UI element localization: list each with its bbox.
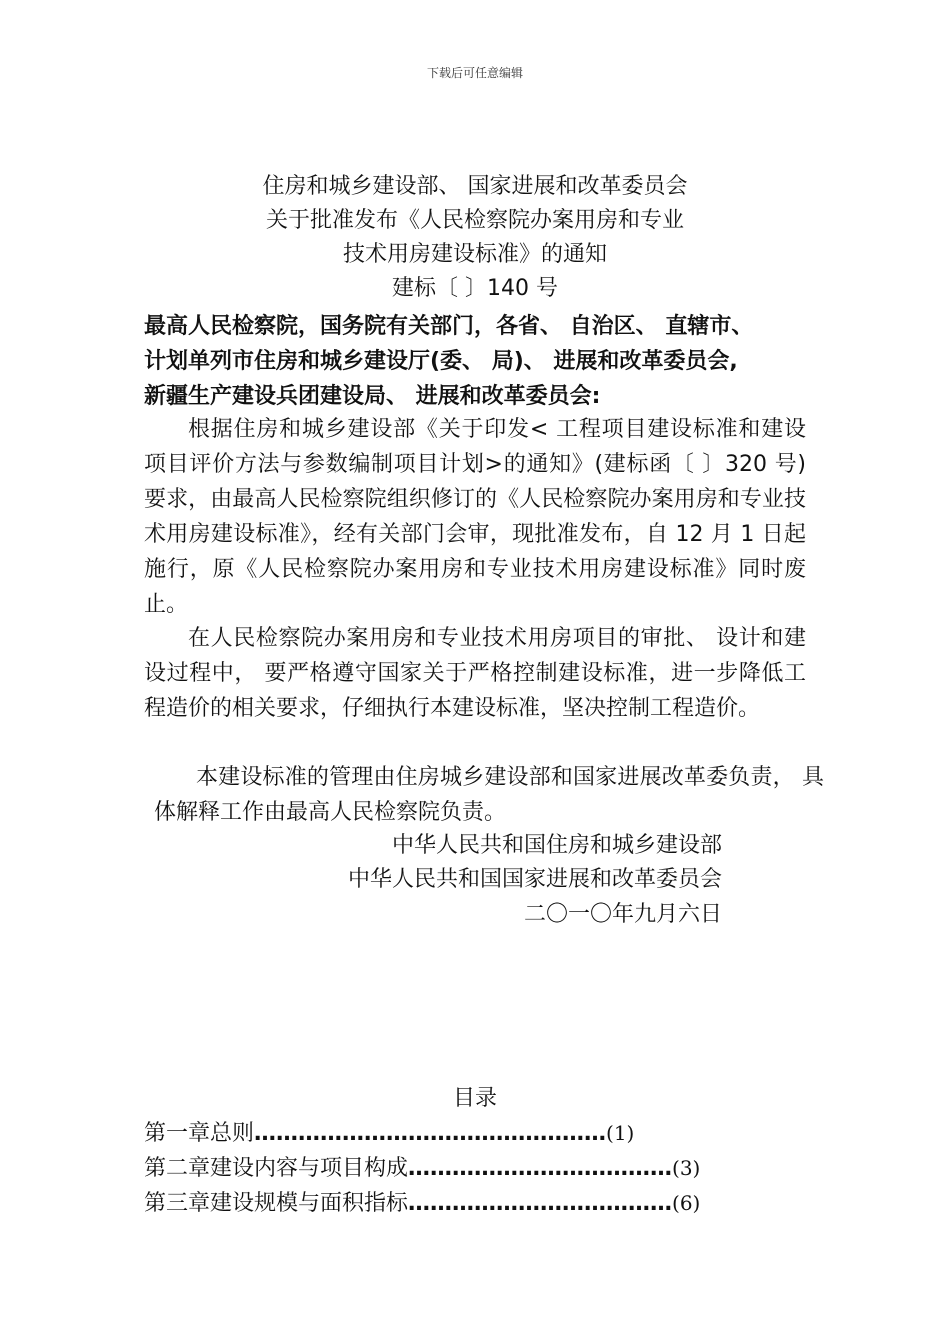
toc-item-label: 第二章建设内容与项目构成 bbox=[144, 1156, 409, 1181]
toc-item-label: 第三章建设规模与面积指标 bbox=[144, 1191, 409, 1216]
toc-item-page: (6) bbox=[672, 1191, 701, 1215]
signature-org-1: 中华人民共和国住房和城乡建设部 bbox=[391, 833, 722, 858]
paragraph-2: 在人民检察院办案用房和专业技术用房项目的审批、 设计和建设过程中， 要严格遵守国家关于严格控制建设标准，进一步降低工程造价的相关要求，仔细执行本建设标准，坚决控制工程造价。 bbox=[144, 626, 806, 721]
recipients-line-1: 最高人民检察院，国务院有关部门，各省、 自治区、 直辖市、 bbox=[144, 314, 754, 339]
signature-date: 二〇一〇年九月六日 bbox=[523, 902, 722, 927]
title-line-2: 关于批准发布《人民检察院办案用房和专业 bbox=[265, 208, 684, 233]
toc-item-page: (3) bbox=[672, 1156, 701, 1180]
toc-item-page: (1) bbox=[606, 1121, 635, 1145]
recipients bbox=[144, 309, 824, 414]
paragraph-3: 本建设标准的管理由住房城乡建设部和国家进展改革委负责， 具体解释工作由最高人民检察院负责。 bbox=[154, 765, 824, 825]
title-line-3: 技术用房建设标准》的通知 bbox=[342, 242, 607, 267]
paragraph-1: 根据住房和城乡建设部《关于印发< 工程项目建设标准和建设项目评价方法与参数编制项目计划>的通知》(建标函〔 〕320 号)要求，由最高人民检察院组织修订的《人民检察院办案用房和专业技术用房建设标准》，经有关部门会审，现批准发布，自 12 月 1 日起施行，原《人民检察院办案用房和专业技术用房建设标准》同时废止。 bbox=[144, 417, 806, 617]
document-number: 建标〔 〕140 号 bbox=[392, 276, 558, 301]
toc-item-leader: ……………………………… bbox=[408, 1156, 673, 1181]
toc-item-chapter-3[interactable] bbox=[144, 1186, 764, 1221]
toc-title: 目录 bbox=[452, 1086, 497, 1111]
signature-org-2: 中华人民共和国国家进展和改革委员会 bbox=[347, 867, 722, 892]
toc-item-chapter-2[interactable] bbox=[144, 1151, 764, 1186]
table-of-contents bbox=[144, 1116, 764, 1221]
title-line-1: 住房和城乡建设部、 国家进展和改革委员会 bbox=[262, 174, 688, 199]
recipients-line-2: 计划单列市住房和城乡建设厅(委、 局)、 进展和改革委员会, bbox=[144, 349, 738, 374]
recipients-line-3: 新疆生产建设兵团建设局、 进展和改革委员会: bbox=[144, 384, 601, 409]
toc-item-label: 第一章总则 bbox=[144, 1121, 255, 1146]
header-note: 下载后可任意编辑 bbox=[426, 66, 523, 80]
notice-title bbox=[0, 170, 950, 306]
toc-item-chapter-1[interactable] bbox=[144, 1116, 764, 1151]
toc-item-leader: ……………………………… bbox=[408, 1191, 673, 1216]
toc-item-leader: ………………………………………… bbox=[254, 1121, 607, 1146]
